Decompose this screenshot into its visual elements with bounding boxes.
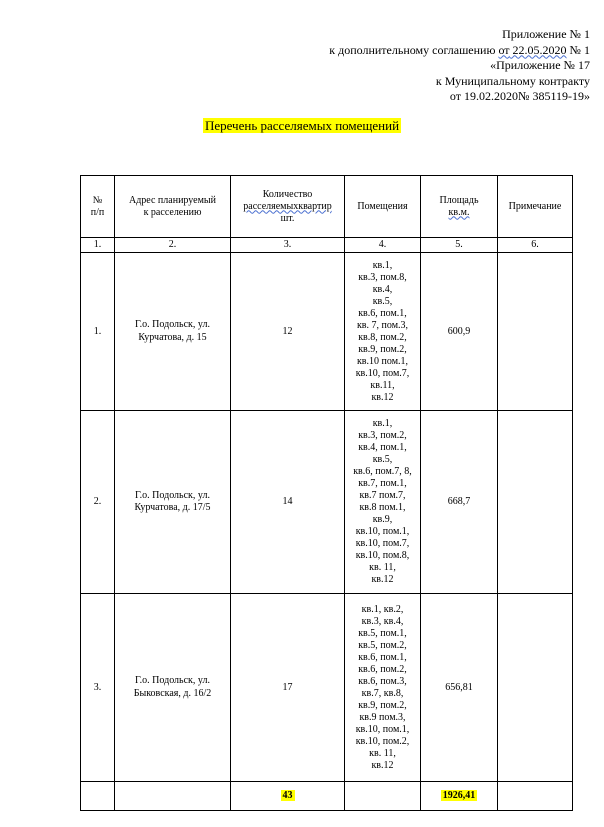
room-entry: кв.4, пом.1, <box>358 442 407 453</box>
header-address <box>115 176 231 238</box>
contract-date-line: от 19.02.2020№ 385119-19» <box>449 89 590 103</box>
room-entry: кв.12 <box>371 574 394 585</box>
room-entry: кв.10, пом.8, <box>355 550 410 561</box>
header-num <box>81 176 115 238</box>
row-count: 17 <box>231 594 345 782</box>
total-note-empty <box>498 782 573 811</box>
room-entry: кв. 7, пом.3, <box>356 319 409 331</box>
row-rooms <box>345 411 421 594</box>
address-line1: Г.о. Подольск, ул. <box>135 675 210 686</box>
row-note <box>498 253 573 411</box>
room-entry: кв.1, кв.2, <box>361 603 404 615</box>
header-count-line3: шт. <box>280 212 295 224</box>
row-num: 1. <box>81 253 115 411</box>
row-note <box>498 411 573 594</box>
table-header-row <box>81 176 573 238</box>
room-entry: кв.5, <box>372 454 393 465</box>
row-area: 600,9 <box>421 253 498 411</box>
room-entry: кв.8 пом.1, <box>359 502 406 513</box>
room-entry: кв. 11, <box>369 562 396 573</box>
room-entry: кв.10 пом.1, <box>356 355 409 367</box>
room-entry: кв.6, пом.2, <box>358 663 407 675</box>
address-line2: Курчатова, д. 17/5 <box>134 502 211 513</box>
room-entry: кв.10, пом.7, <box>355 367 410 379</box>
header-num-line1: № <box>92 194 103 206</box>
address-line2: Курчатова, д. 15 <box>138 331 207 343</box>
address-line1: Г.о. Подольск, ул. <box>135 319 210 330</box>
colnum-2: 2. <box>115 238 231 253</box>
room-entry: кв.7 пом.7, <box>359 490 406 501</box>
room-entry: кв.6, пом.1, <box>358 651 407 663</box>
row-address <box>115 253 231 411</box>
room-entry: кв.10, пом.1, <box>355 723 410 735</box>
header-area <box>421 176 498 238</box>
row-rooms <box>345 253 421 411</box>
agreement-ot: от <box>498 42 510 57</box>
table-row <box>81 253 573 411</box>
header-address-line1: Адрес планируемый <box>129 194 216 206</box>
room-entry: кв.4, <box>372 283 393 295</box>
contract-line: к Муниципальному контракту <box>435 73 590 88</box>
header-area-unit: кв.м. <box>448 206 470 218</box>
agreement-prefix: к дополнительному соглашению <box>329 42 499 57</box>
room-entry: кв.9, пом.2, <box>358 343 407 355</box>
header-count-line2: расселяемыхквартир <box>243 200 332 212</box>
row-address <box>115 594 231 782</box>
total-area <box>421 782 498 811</box>
room-entry: кв.12 <box>371 391 394 403</box>
row-num: 2. <box>81 411 115 594</box>
room-entry: кв.10, пом.7, <box>355 538 410 549</box>
room-entry: кв.12 <box>371 759 394 771</box>
room-entry: кв.9 пом.3, <box>359 711 406 723</box>
room-entry: кв. 11, <box>369 747 396 759</box>
room-entry: кв.5, пом.1, <box>358 627 407 639</box>
row-num: 3. <box>81 594 115 782</box>
total-rooms-empty <box>345 782 421 811</box>
page-title <box>0 118 604 134</box>
premises-table <box>80 175 573 811</box>
row-area: 656,81 <box>421 594 498 782</box>
row-area: 668,7 <box>421 411 498 594</box>
row-address <box>115 411 231 594</box>
total-count <box>231 782 345 811</box>
document-header <box>230 27 590 105</box>
title-text: Перечень расселяемых помещений <box>204 118 400 133</box>
total-address-empty <box>115 782 231 811</box>
room-entry: кв.1, <box>372 259 393 271</box>
header-rooms: Помещения <box>345 176 421 238</box>
appendix17-line: «Приложение № 17 <box>490 58 590 72</box>
room-entry: кв.10, пом.1, <box>355 526 410 537</box>
room-entry: кв.8, пом.2, <box>358 331 407 343</box>
row-count: 14 <box>231 411 345 594</box>
total-count-value: 43 <box>282 790 293 801</box>
room-entry: кв.7, кв.8, <box>361 687 404 699</box>
colnum-3: 3. <box>231 238 345 253</box>
room-entry: кв.11, <box>370 379 395 391</box>
address-line1: Г.о. Подольск, ул. <box>135 489 210 501</box>
room-entry: кв.5, пом.2, <box>358 639 407 651</box>
colnum-5: 5. <box>421 238 498 253</box>
room-entry: кв.9, <box>372 514 393 525</box>
colnum-6: 6. <box>498 238 573 253</box>
header-count-line1: Количество <box>262 188 313 200</box>
room-entry: кв.6, пом.7, 8, <box>353 466 412 477</box>
address-line2: Быковская, д. 16/2 <box>133 687 212 699</box>
total-row <box>81 782 573 811</box>
header-count <box>231 176 345 238</box>
agreement-date: 22.05.2020 <box>509 42 567 57</box>
header-num-line2: п/п <box>90 206 105 218</box>
room-entry: кв.10, пом.2, <box>355 735 410 747</box>
header-area-label: Площадь <box>439 194 479 206</box>
appendix-line: Приложение № 1 <box>502 27 590 41</box>
agreement-line <box>230 43 590 59</box>
row-rooms <box>345 594 421 782</box>
room-entry: кв.3, пом.8, <box>358 271 407 283</box>
room-entry: кв.1, <box>372 418 393 429</box>
room-entry: кв.5, <box>372 295 393 307</box>
colnum-4: 4. <box>345 238 421 253</box>
column-number-row <box>81 238 573 253</box>
room-entry: кв.3, кв.4, <box>361 615 404 627</box>
room-entry: кв.3, пом.2, <box>358 430 407 441</box>
table-row <box>81 594 573 782</box>
room-entry: кв.9, пом.2, <box>358 699 407 711</box>
agreement-suffix: № 1 <box>566 42 590 57</box>
total-area-value: 1926,41 <box>442 790 476 801</box>
room-entry: кв.6, пом.1, <box>358 307 407 319</box>
header-address-line2: к расселению <box>143 206 202 218</box>
colnum-1: 1. <box>81 238 115 253</box>
table-row <box>81 411 573 594</box>
room-entry: кв.7, пом.1, <box>358 478 407 489</box>
room-entry: кв.6, пом.3, <box>358 675 407 687</box>
row-note <box>498 594 573 782</box>
row-count: 12 <box>231 253 345 411</box>
total-num-empty <box>81 782 115 811</box>
header-note: Примечание <box>498 176 573 238</box>
